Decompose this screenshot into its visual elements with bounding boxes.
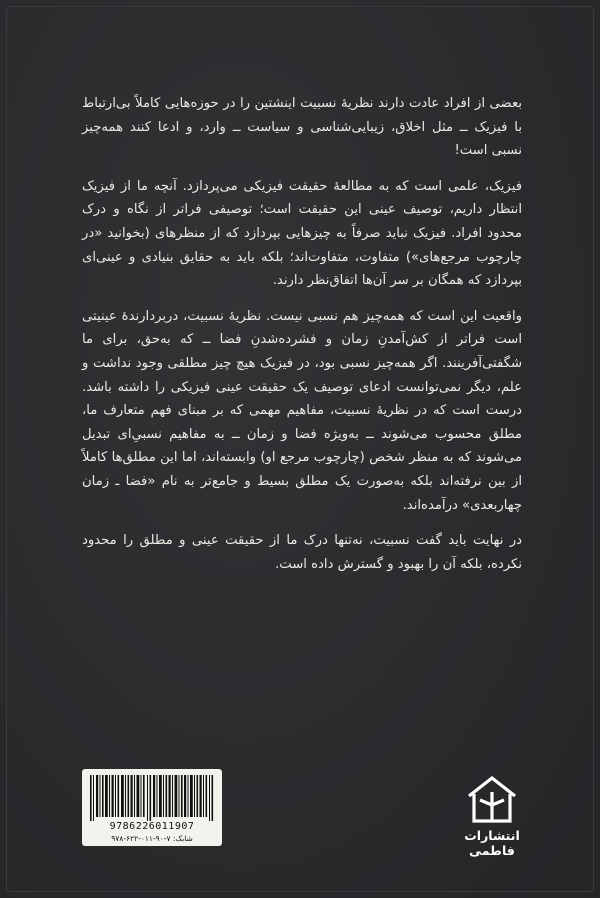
- blurb-paragraph-4: در نهایت باید گفت نسبیت، نه‌تنها درک ما از حقیقت عینی و مطلق را محدود نکرده، بلکه آن را بهبود و گسترش داده است.: [82, 533, 522, 572]
- blurb-paragraph-3: واقعیت این است که همه‌چیز هم نسبی نیست. نظریهٔ نسبیت، دربردارندهٔ عینیتی است فراتر از کش‌آمدنِ زمان و فشرده‌شدنِ فضا ــ که به‌حق، برای ما شگفتی‌آفرینند. اگر همه‌چیز نسبی بود، در فیزیک هیچ چیز مطلقی وجود نداشت و علم، دیگر نمی‌توانست ادعای توصیف یک حقیقت عینی فیزیکی را داشته باشد. درست است که در نظریهٔ نسبیت، مفاهیم مهمی که بر مبنای فهم متعارف ما، مطلق محسوب می‌شوند ــ به‌ویژه فضا و زمان ــ به مفاهیم نسبیِ‌ای تبدیل می‌شوند که به منظر شخص (چارچوب مرجع او) وابسته‌اند، اما این مطلق‌ها کاملاً از بین نرفته‌اند بلکه به‌صورت یک مطلق بسیط و جامع‌تر به نام «فضا ـ زمان چهاربعدی» درآمده‌اند.: [82, 308, 522, 513]
- blurb-text: [82, 92, 522, 588]
- house-book-logo-icon: [466, 774, 518, 824]
- barcode-icon: [90, 775, 214, 821]
- blurb-paragraph-1: بعضی از افراد عادت دارند نظریهٔ نسبیت اینشتین را در حوزه‌هایی کاملاً بی‌ارتباط با فیزیک ــ مثل اخلاق، زیبایی‌شناسی و سیاست ــ وارد، و ادعا کنند همه‌چیز نسبی است!: [82, 96, 522, 159]
- publisher-logo: [452, 774, 532, 858]
- barcode-label: [82, 769, 222, 846]
- publisher-name: انتشارات فاطمی: [464, 828, 520, 858]
- barcode-number: 9786226011907: [109, 821, 195, 832]
- isbn-text: شابک: ۷-۹۰-۰۱۱-۶۲۲-۹۷۸: [111, 834, 193, 843]
- blurb-paragraph-2: فیزیک، علمی است که به مطالعهٔ حقیقت فیزیکی می‌پردازد. آنچه ما از فیزیک انتظار داریم، توصیف عینی این حقیقت است؛ توصیفی فراتر از نگاه و درک محدود افراد. فیزیک نباید صرفاً به چیزهایی بپردازد که از منظرهای (بخوانید «در چارچوب مرجع‌های») متفاوت، متفاوت‌اند؛ بلکه باید به حقایق بنیادی و عینی‌ای بپردازد که همگان بر سر آن‌ها اتفاق‌نظر دارند.: [82, 178, 522, 289]
